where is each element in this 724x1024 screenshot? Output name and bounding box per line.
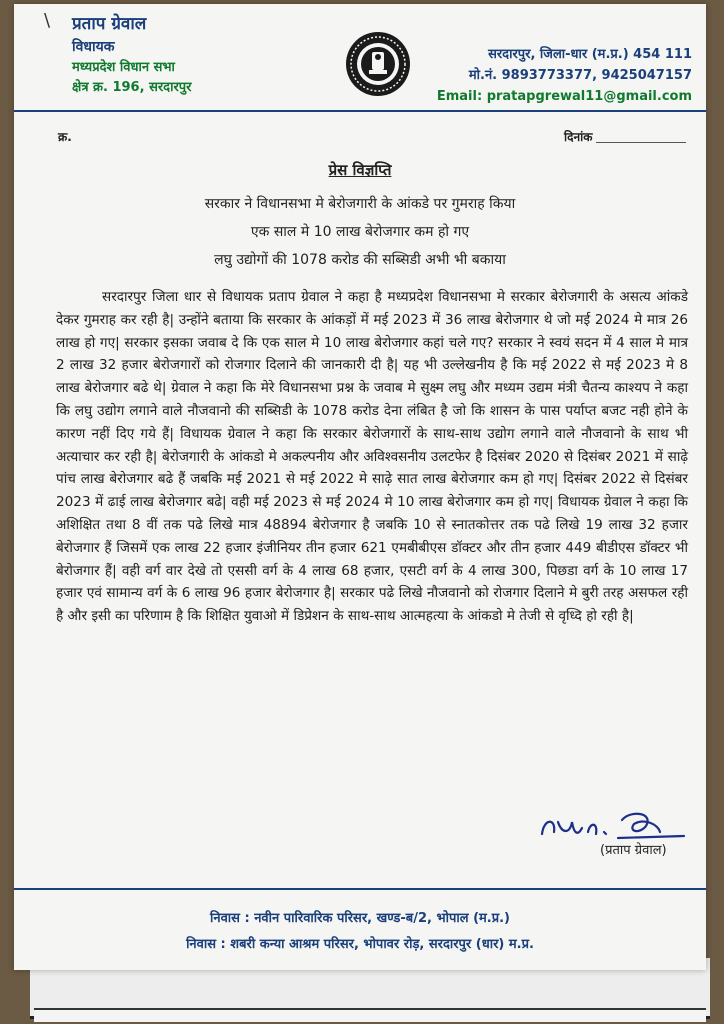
footer-divider: [14, 888, 706, 890]
constituency: क्षेत्र क्र. 196, सरदारपुर: [72, 80, 192, 95]
date-label: दिनांक: [564, 130, 593, 144]
state-emblem-icon: [344, 30, 412, 98]
header-left: [72, 12, 191, 98]
residence-address-1: निवास : नवीन पारिवारिक परिसर, खण्ड-ब/2, भोपाल (म.प्र.): [210, 911, 510, 926]
paper-stack-edge-lower: [34, 1008, 706, 1022]
date-blank-line: [596, 142, 686, 143]
subheading: लघु उद्योगों की 1078 करोड की सब्सिडी अभी भी बकाया: [214, 252, 506, 268]
signatory-name: (प्रताप ग्रेवाल): [600, 843, 667, 858]
header-divider: [14, 110, 706, 112]
reference-label: क्र.: [58, 130, 72, 144]
subheading: सरकार ने विधानसभा मे बेरोजगारी के आंकडे पर गुमराह किया: [204, 196, 516, 212]
letterhead-page: [14, 4, 706, 970]
subheading: एक साल मे 10 लाख बेरोजगार कम हो गए: [250, 224, 470, 240]
fold-mark: \: [44, 10, 51, 31]
assembly-name: मध्यप्रदेश विधान सभा: [72, 60, 175, 75]
header-right: [437, 44, 692, 107]
mla-designation: विधायक: [72, 39, 115, 55]
email-address: Email: pratapgrewal11@gmail.com: [436, 89, 692, 104]
mobile-numbers: मो.नं. 9893773377, 9425047157: [468, 68, 692, 83]
office-address: सरदारपुर, जिला-धार (म.प्र.) 454 111: [488, 47, 692, 62]
residence-address-2: निवास : शबरी कन्या आश्रम परिसर, भोपावर रोड़, सरदारपुर (धार) म.प्र.: [186, 937, 534, 952]
press-release-body: सरदारपुर जिला धार से विधायक प्रताप ग्रेवाल ने कहा है मध्यप्रदेश विधानसभा मे सरकार बेरोजगारी के असत्य आंकडे देकर गुमराह कर रही है| उन्होंने बताया कि सरकार के आंकड़ों में मई 2023 में 36 लाख बेरोजगार थे जो मई 2024 मे मात्र 26 लाख हो गए| सरकार इसका जवाब दे कि एक साल मे 10 लाख बेरोजगार कहां चले गए? सरकार ने स्वयं सदन में 4 साल मे मात्र 2 लाख 32 हजार बेरोजगारों को रोजगार दिलाने की जानकारी दी है| यह भी उल्लेखनीय है कि मई 2022 से मई 2023 मे 8 लाख बेरोजगार बढे थे| ग्रेवाल ने कहा कि मेरे विधानसभा प्रश्न के जवाब मे सुक्ष्म लघु और मध्यम उद्यम मंत्री चैतन्य काश्यप ने कहा कि लघु उद्योग लगाने वाले नौजवानो की सब्सिडी के 1078 करोड देना लंबित है जो कि शासन के पास पर्याप्त बजट नही होने के कारण नहीं दिए गये हैं| विधायक ग्रेवाल ने कहा कि सरकार बेरोजगारों के साथ-साथ उद्योग लगाने वाले नौजवानो के साथ भी अत्याचार कर रही है| बेरोजगारी के आंकडो मे अकल्पनीय और अविश्वसनीय उलटफेर है दिसंबर 2020 से दिसंबर 2021 में साढ़े पांच लाख बेरोजगार बढे हैं जबकि मई 2021 से मई 2022 मे साढ़े सात लाख बेरोजगार कम हो गए| दिसंबर 2022 से दिसंबर 2023 में ढाई लाख बेरोजगार बढे| वही मई 2023 से मई 2024 मे 10 लाख बेरोजगार कम हो गए| विधायक ग्रेवाल ने कहा कि अशिक्षित तथा 8 वीं तक पढे लिखे मात्र 48894 बेरोजगार है जबकि 10 से स्नातकोत्तर तक पढे लिखे 19 लाख 32 हजार बेरोजगार हैं जिसमें एक लाख 22 हजार इंजीनियर तीन हजार 621 एमबीबीएस डॉक्टर और तीन हजार 449 बीडीएस डॉक्टर भी बेरोजगार हैं| वही वर्ग वार देखे तो एससी वर्ग के 4 लाख 68 हजार, एसटी वर्ग के 4 लाख 300, पिछडा वर्ग के 10 लाख 17 हजार एवं सामान्य वर्ग के 6 लाख 96 हजार बेरोजगार है| सरकार पढे लिखे नौजवानो को रोजगार दिलाने मे बुरी तरह असफल रही है और इसी का परिणाम है कि शिक्षित युवाओ में डिप्रेशन के साथ-साथ आत्महत्या के आंकडो मे तेजी से वृध्दि हो रही है|: [56, 289, 688, 625]
press-release-title: प्रेस विज्ञप्ति: [328, 161, 392, 179]
mla-name: प्रताप ग्रेवाल: [72, 14, 147, 34]
